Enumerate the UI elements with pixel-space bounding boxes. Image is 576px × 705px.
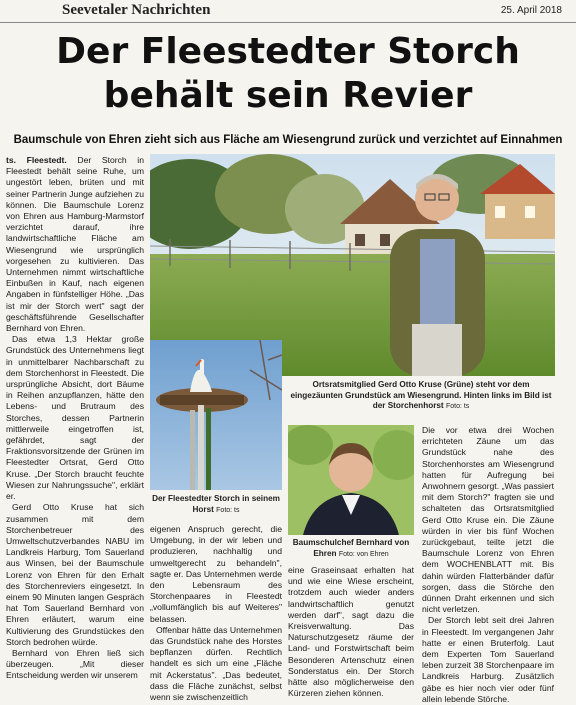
top-bar	[0, 0, 576, 23]
article-column-3: eine Graseinsaat erhalten hat und wie eine Wiese erscheint, trotzdem auch wieder anders landwirtschaftlich genutzt werden darf", sagt dazu die Kreisverwaltung. Das Naturschutzgesetz räume der Land- und Forstwirtschaft beim Besonderen Artenschutz einen Sonderstatus ein. Der Storch hätte also möglicherweise den Kürzeren ziehen können.	[288, 565, 414, 699]
stork-photo-caption: Der Fleestedter Storch in seinem Horst Foto: ts	[152, 494, 280, 514]
article-column-2: eigenen Anspruch gerecht, die Umgebung, in der wir leben und produzieren, nachhaltig und umweltgerecht zu behandeln", sagte er. Das Unternehmen werde den Lebensraum des Storchenpaares in Fleestedt „vollumfänglich bis auf Weiteres" belassen. Offenbar hätte das Unternehmen das Grundstück nahe des Horstes bepflanzen dürfen. Rechtlich handelt es sich um eine „Fläche mit Ackerstatus". „Das bedeutet, dass die Fläche zunächst, selbst wenn sie zwischenzeitlich	[150, 524, 282, 703]
stork-photo	[150, 340, 282, 490]
headline-line-1: Der Fleestedter Storch	[56, 31, 520, 72]
ehren-photo-caption: Baumschulchef Bernhard von Ehren Foto: von Ehren	[292, 538, 410, 558]
article-column-1: ts. Fleestedt. Der Storch in Fleestedt behält seine Ruhe, um ungestört leben, brüten und mit seiner Partnerin Junge aufziehen zu können. Die Baumschule Lorenz von Ehren aus Hamburg-Marmstorf verzichtet darauf, ihre landwirtschaftliche Fläche am Wiesengrund wie ursprünglich vorgesehen zu kultivieren. Das Unternehmen nimmt wirtschaftliche Einbußen in Kauf, nach eigenen Angaben in fünfstelliger Höhe. „Das ist mir der Storch wert" sagt der geschäftsführende Gesellschafter Bernhard von Ehren. Das etwa 1,3 Hektar große Grundstück des Unternehmens liegt in unmittelbarer Nachbarschaft zu dem Storchenhorst in Fleestedt. Die ursprüngliche Absicht, dort Bäume in Reihen anzupflanzen, hätte den Lebens- und Brutraum des Storches, dessen Partnerin mittlerweile eingetroffen ist, gefährdet, sagt der Fraktionsvorsitzende der Grünen im Fleestedter Ortsrat, Gerd Otto Kruse. „Der Storch braucht feuchte Wiesen zur Nahrungssuche", erklärt er. Gerd Otto Kruse hat sich zusammen mit dem Storchenbetreuer des Umweltschutzverbandes NABU im Landkreis Harburg, Tom Sauerland aus Winsen, bei der Baumschule Lorenz von Ehren für den Erhalt des Storchenreviers eingesetzt. In einem 90 Minuten langen Gespräch hat Tom Sauerland Bernhard von Ehren erläutert, warum eine Kultivierung des Grundstückes den Storch bedrohen würde. Bernhard von Ehren ließ sich überzeugen. „Mit dieser Entscheidung werden wir unserem	[6, 155, 144, 681]
headline	[0, 30, 576, 118]
dateline: ts. Fleestedt.	[6, 155, 67, 165]
issue-date: 25. April 2018	[500, 5, 562, 16]
ehren-photo	[288, 425, 414, 535]
paper-name: Seevetaler Nachrichten	[62, 2, 211, 18]
headline-line-2: behält sein Revier	[103, 75, 473, 116]
kruse-photo-caption: Ortsratsmitglied Gerd Otto Kruse (Grüne) steht vor dem eingezäunten Grundstück am Wiesengrund. Hinten links im Bild ist der Storchenhorst Foto: ts	[290, 380, 552, 410]
article-column-4: Die vor etwa drei Wochen errichteten Zäune um das Grundstück nahe des Storchenhorstes am Wiesengrund hatten für Aufregung bei Anwohnern gesorgt. „Was passiert mit dem Storch?" fragten sie und schalteten das Ortsratsmitglied Gerd Otto Kruse ein. Die Zäune würden in vier bis fünf Wochen zurückgebaut, teilte jetzt die Baumschule Lorenz von Ehren dem WOCHENBLATT mit. Bis dahin würden Flatterbänder dafür sorgen, dass die Störche den dünnen Draht erkennen und sich nicht verletzen. Der Storch lebt seit drei Jahren in Fleestedt. Im vergangenen Jahr hatte er einen Bruterfolg. Laut dem Experten Tom Sauerland leben zurzeit 38 Storchenpaare im Landkreis Harburg. Zusätzlich gäbe es hier noch vier oder fünf allein lebende Störche.	[422, 425, 554, 704]
subheadline: Baumschule von Ehren zieht sich aus Fläche am Wiesengrund zurück und verzichtet auf Einnahmen	[13, 134, 563, 146]
